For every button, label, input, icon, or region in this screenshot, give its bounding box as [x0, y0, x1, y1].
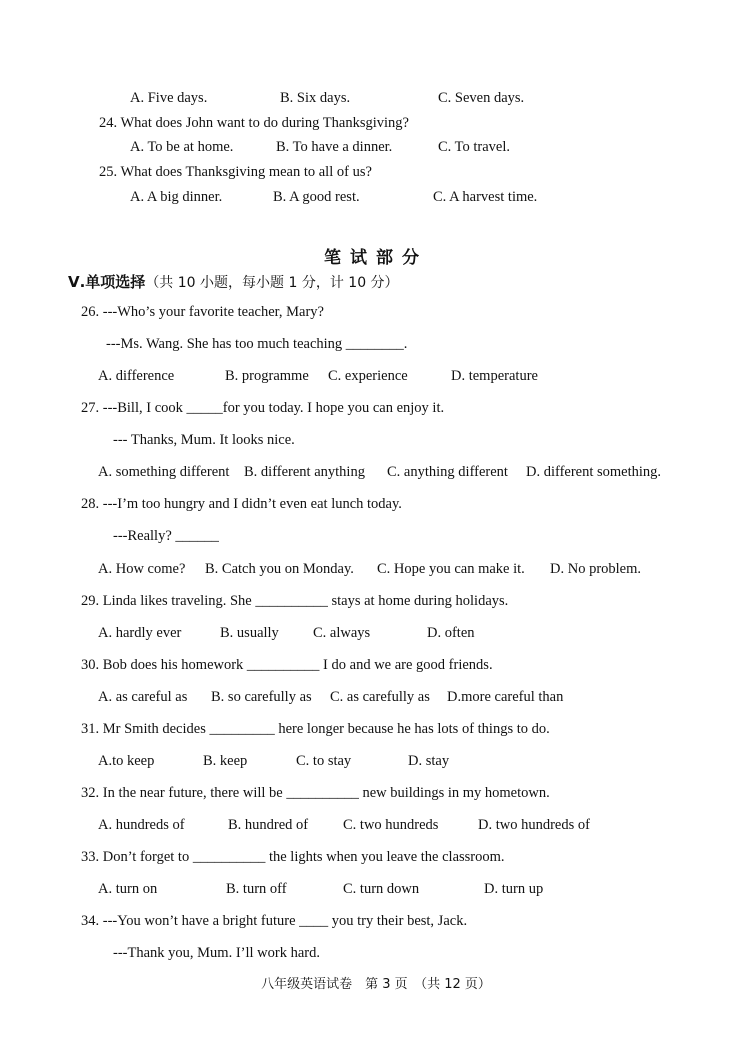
- q25-option-a: A. A big dinner.: [130, 189, 223, 205]
- q26-option-c: C. experience: [328, 368, 408, 384]
- q28-option-d: D. No problem.: [550, 561, 642, 577]
- q31-stem: 31. Mr Smith decides _________ here longer because he has lots of things to do.: [81, 721, 550, 737]
- q28-option-c: C. Hope you can make it.: [377, 561, 525, 577]
- q33-option-a: A. turn on: [98, 881, 158, 897]
- q32-option-d: D. two hundreds of: [478, 817, 590, 833]
- q27-option-d: D. different something.: [526, 464, 662, 480]
- q31-option-b: B. keep: [203, 753, 248, 769]
- q33-option-b: B. turn off: [226, 881, 287, 897]
- q31-option-c: C. to stay: [296, 753, 352, 769]
- q30-stem: 30. Bob does his homework __________ I do and we are good friends.: [81, 657, 493, 673]
- q26-stem: 26. ---Who’s your favorite teacher, Mary?: [81, 304, 324, 320]
- q26-option-a: A. difference: [98, 368, 175, 384]
- part-heading: [68, 271, 399, 292]
- q23-option-c: C. Seven days.: [438, 90, 525, 106]
- q33-option-c: C. turn down: [343, 881, 420, 897]
- q26-option-d: D. temperature: [451, 368, 538, 384]
- q30-option-a: A. as careful as: [98, 689, 188, 705]
- q25-option-c: C. A harvest time.: [433, 189, 538, 205]
- q23-option-b: B. Six days.: [280, 90, 351, 106]
- section-title: 笔试部分: [324, 248, 428, 268]
- q34-stem: 34. ---You won’t have a bright future ____ you try their best, Jack.: [81, 913, 468, 929]
- q27-option-a: A. something different: [98, 464, 230, 480]
- q32-stem: 32. In the near future, there will be __________ new buildings in my hometown.: [81, 785, 550, 801]
- q33-option-d: D. turn up: [484, 881, 544, 897]
- q28-option-a: A. How come?: [98, 561, 186, 577]
- q27-option-c: C. anything different: [387, 464, 508, 480]
- q29-option-c: C. always: [313, 625, 371, 641]
- q27-response: --- Thanks, Mum. It looks nice.: [113, 432, 295, 448]
- q29-option-a: A. hardly ever: [98, 625, 182, 641]
- q23-option-a: A. Five days.: [130, 90, 208, 106]
- q28-stem: 28. ---I’m too hungry and I didn’t even eat lunch today.: [81, 496, 402, 512]
- q28-option-b: B. Catch you on Monday.: [205, 561, 354, 577]
- q31-option-d: D. stay: [408, 753, 450, 769]
- q33-stem: 33. Don’t forget to __________ the lights when you leave the classroom.: [81, 849, 505, 865]
- q31-option-a: A.to keep: [98, 753, 155, 769]
- q30-option-b: B. so carefully as: [211, 689, 312, 705]
- part-heading-label: Ⅴ.单项选择: [68, 273, 146, 291]
- q25-option-b: B. A good rest.: [273, 189, 360, 205]
- q27-option-b: B. different anything: [244, 464, 365, 480]
- q26-option-b: B. programme: [225, 368, 309, 384]
- q29-option-d: D. often: [427, 625, 475, 641]
- q24-option-c: C. To travel.: [438, 139, 511, 155]
- page-footer: 八年级英语试卷 第 3 页 （共 12 页）: [261, 977, 491, 992]
- q24-stem: 24. What does John want to do during Thanksgiving?: [99, 115, 409, 131]
- q32-option-b: B. hundred of: [228, 817, 309, 833]
- q24-option-b: B. To have a dinner.: [276, 139, 393, 155]
- part-heading-instructions: （共 10 小题，每小题 1 分，计 10 分）: [145, 275, 399, 291]
- q34-response: ---Thank you, Mum. I’ll work hard.: [113, 945, 320, 961]
- q30-option-d: D.more careful than: [447, 689, 564, 705]
- q29-option-b: B. usually: [220, 625, 279, 641]
- q30-option-c: C. as carefully as: [330, 689, 430, 705]
- q27-stem: 27. ---Bill, I cook _____for you today. I hope you can enjoy it.: [81, 400, 445, 416]
- q32-option-c: C. two hundreds: [343, 817, 439, 833]
- q32-option-a: A. hundreds of: [98, 817, 185, 833]
- q29-stem: 29. Linda likes traveling. She __________ stays at home during holidays.: [81, 593, 509, 609]
- q28-response: ---Really? ______: [113, 528, 219, 544]
- q24-option-a: A. To be at home.: [130, 139, 234, 155]
- q26-response: ---Ms. Wang. She has too much teaching ________.: [106, 336, 408, 352]
- q25-stem: 25. What does Thanksgiving mean to all of us?: [99, 164, 372, 180]
